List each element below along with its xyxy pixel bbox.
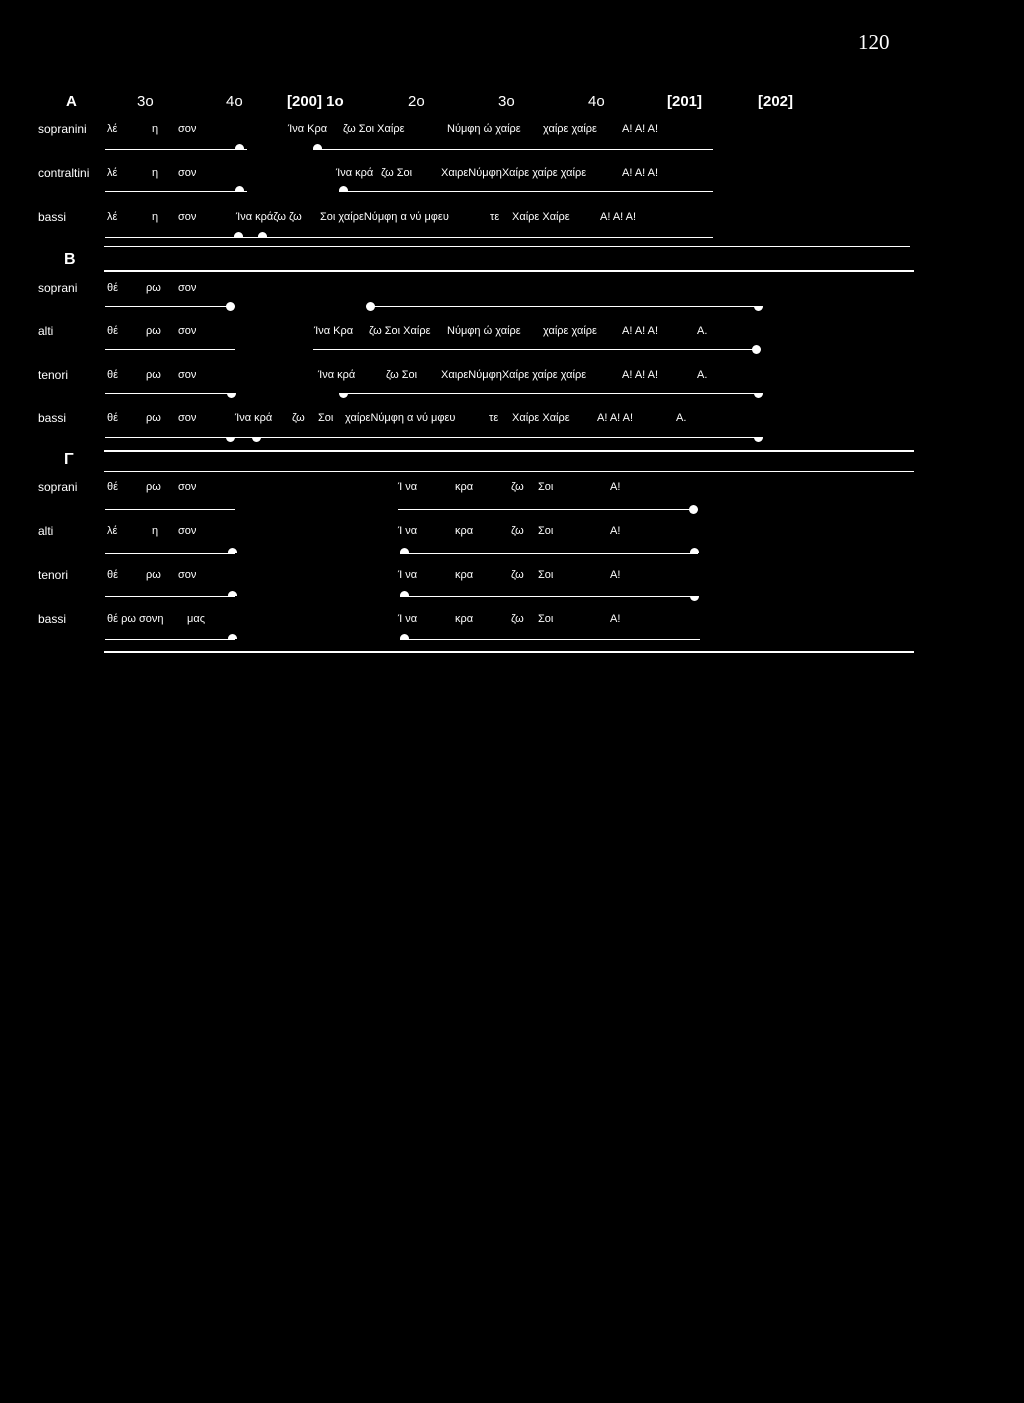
note-head [228, 634, 237, 639]
note-head [752, 345, 761, 354]
lyric-segment: Α. [697, 369, 708, 381]
lyric-segment: Ίνα κρά [235, 412, 273, 424]
lyric-segment: Α! [610, 525, 621, 537]
sustain-line [105, 191, 247, 192]
note-head [258, 232, 267, 237]
lyric-segment: Α! Α! Α! [622, 123, 659, 135]
lyric-segment: σον [178, 123, 197, 135]
lyric-segment: ρω [146, 481, 161, 493]
note-head [754, 437, 763, 442]
page-number: 120 [858, 30, 890, 54]
lyric-segment: ζω [511, 569, 524, 581]
note-head [754, 393, 763, 398]
voice-label-sopranini: sopranini [38, 122, 87, 136]
sustain-line [370, 306, 762, 307]
lyric-segment: μας [187, 613, 205, 625]
note-head [754, 306, 763, 311]
column-header: [200] 1ο [287, 93, 344, 110]
lyric-segment: σον [178, 525, 197, 537]
voice-label-bassi: bassi [38, 411, 67, 425]
voice-label-soprani: soprani [38, 281, 78, 295]
lyric-segment: Σοι [538, 525, 554, 537]
sustain-line [400, 639, 700, 640]
sustain-line [105, 237, 713, 238]
lyric-segment: σον [178, 369, 197, 381]
lyric-segment: ρω [146, 369, 161, 381]
sustain-line [105, 596, 235, 597]
lyric-segment: Α! [610, 613, 621, 625]
lyric-segment: θέ [107, 412, 119, 424]
system-divider [104, 471, 914, 472]
voice-label-tenori: tenori [38, 568, 69, 582]
note-head [226, 302, 235, 311]
lyric-segment: ζω [511, 525, 524, 537]
lyric-segment: χαίρε χαίρε [543, 325, 597, 337]
note-head [235, 186, 244, 191]
lyric-segment: Νύμφη ώ χαίρε [447, 325, 521, 337]
lyric-segment: θέ [107, 481, 119, 493]
lyric-segment: χαίρε χαίρε [543, 123, 597, 135]
sustain-line [339, 191, 713, 192]
lyric-segment: Σοι [538, 569, 554, 581]
lyric-segment: Α! Α! Α! [622, 167, 659, 179]
note-head [689, 505, 698, 514]
lyric-segment: κρα [455, 613, 474, 625]
column-header: 3ο [137, 93, 154, 110]
note-head [227, 393, 236, 398]
lyric-segment: ΧαιρεΝύμφηΧαίρε χαίρε χαίρε [441, 369, 587, 381]
lyric-segment: ζω [511, 481, 524, 493]
note-head [690, 548, 699, 553]
lyric-segment: Ίνα κρά [318, 369, 356, 381]
lyric-segment: Α! Α! Α! [600, 211, 637, 223]
note-head [252, 437, 261, 442]
column-header: 3ο [498, 93, 515, 110]
lyric-segment: θέ [107, 325, 119, 337]
lyric-segment: Σοι χαίρεΝύμφη α νύ μφευ [320, 211, 449, 223]
lyric-segment: ΧαιρεΝύμφηΧαίρε χαίρε χαίρε [441, 167, 587, 179]
lyric-segment: Σοι [538, 613, 554, 625]
sustain-line [105, 349, 235, 350]
note-head [226, 437, 235, 442]
lyric-segment: Α! Α! Α! [622, 369, 659, 381]
note-head [690, 596, 699, 601]
lyric-segment: Ί να [398, 525, 418, 537]
lyric-segment: ρω [146, 325, 161, 337]
lyric-segment: κρα [455, 481, 474, 493]
column-header: 4ο [588, 93, 605, 110]
lyric-segment: Ί να [398, 481, 418, 493]
lyric-segment: ζω [292, 412, 305, 424]
lyric-segment: Χαίρε Χαίρε [512, 412, 570, 424]
lyric-segment: Ίνα Κρα [288, 123, 328, 135]
voice-label-bassi: bassi [38, 210, 67, 224]
lyric-segment: θέ [107, 369, 119, 381]
sustain-line [400, 596, 698, 597]
lyric-segment: τε [490, 211, 500, 223]
voice-label-contraltini: contraltini [38, 166, 90, 180]
system-divider [104, 450, 914, 452]
lyric-segment: Α! [610, 481, 621, 493]
sustain-line [105, 393, 231, 394]
lyric-segment: Ί να [398, 569, 418, 581]
note-head [235, 144, 244, 149]
lyric-segment: σον [178, 412, 197, 424]
sustain-line [105, 149, 247, 150]
lyric-segment: η [152, 167, 159, 179]
voice-label-alti: alti [38, 324, 54, 338]
system-divider [104, 246, 910, 247]
lyric-segment: λέ [107, 167, 118, 179]
lyric-segment: ζω Σοι [381, 167, 413, 179]
lyric-segment: λέ [107, 211, 118, 223]
lyric-segment: η [152, 123, 159, 135]
voice-label-soprani: soprani [38, 480, 78, 494]
column-header: 4ο [226, 93, 243, 110]
lyric-segment: Ίνα κρά [336, 167, 374, 179]
sustain-line [313, 149, 713, 150]
lyric-segment: θέ [107, 282, 119, 294]
lyric-segment: χαίρεΝύμφη α νύ μφευ [345, 412, 456, 424]
lyric-segment: λέ [107, 123, 118, 135]
lyric-segment: λέ [107, 525, 118, 537]
lyric-segment: ζω Σοι Χαίρε [343, 123, 405, 135]
lyric-segment: σον [178, 325, 197, 337]
lyric-segment: Νύμφη ώ χαίρε [447, 123, 521, 135]
lyric-segment: σον [178, 282, 197, 294]
lyric-segment: Ίνα κράζω ζω [236, 211, 302, 223]
voice-label-alti: alti [38, 524, 54, 538]
lyric-segment: η [152, 525, 159, 537]
system-divider [104, 651, 914, 653]
note-head [228, 591, 237, 596]
section-label-gamma: Γ [64, 451, 74, 468]
voice-label-tenori: tenori [38, 368, 69, 382]
sustain-line [105, 437, 757, 438]
note-head [234, 232, 243, 237]
lyric-segment: κρα [455, 569, 474, 581]
lyric-segment: Α. [697, 325, 708, 337]
lyric-segment: Ί να [398, 613, 418, 625]
lyric-segment: Α! Α! Α! [597, 412, 634, 424]
lyric-segment: ρω [146, 569, 161, 581]
lyric-segment: σον [178, 569, 197, 581]
lyric-segment: ζω Σοι Χαίρε [369, 325, 431, 337]
lyric-segment: Α. [676, 412, 687, 424]
lyric-segment: Σοι [318, 412, 334, 424]
lyric-segment: Α! [610, 569, 621, 581]
lyric-segment: σον [178, 211, 197, 223]
lyric-segment: τε [489, 412, 499, 424]
sustain-line [400, 553, 698, 554]
sustain-line [313, 349, 759, 350]
lyric-segment: ζω Σοι [386, 369, 418, 381]
note-head [228, 548, 237, 553]
lyric-segment: θέ [107, 569, 119, 581]
lyric-segment: η [152, 211, 159, 223]
column-header: [202] [758, 93, 794, 110]
lyric-segment: θέ ρω σονη [107, 613, 164, 625]
sustain-line [105, 639, 235, 640]
section-label-a: A [66, 93, 77, 110]
lyric-segment: σον [178, 167, 197, 179]
sustain-line [398, 509, 692, 510]
lyric-segment: Σοι [538, 481, 554, 493]
lyric-segment: σον [178, 481, 197, 493]
lyric-segment: ζω [511, 613, 524, 625]
lyric-segment: Α! Α! Α! [622, 325, 659, 337]
lyric-segment: ρω [146, 282, 161, 294]
section-label-b: B [64, 251, 76, 268]
lyric-segment: Χαίρε Χαίρε [512, 211, 570, 223]
voice-label-bassi: bassi [38, 612, 67, 626]
lyric-segment: Ίνα Κρα [314, 325, 354, 337]
lyric-segment: ρω [146, 412, 161, 424]
column-header: [201] [667, 93, 703, 110]
lyric-segment: κρα [455, 525, 474, 537]
column-header: 2ο [408, 93, 425, 110]
system-divider [104, 270, 914, 272]
sustain-line [105, 553, 235, 554]
sustain-line [343, 393, 761, 394]
sustain-line [105, 509, 235, 510]
sustain-line [105, 306, 233, 307]
